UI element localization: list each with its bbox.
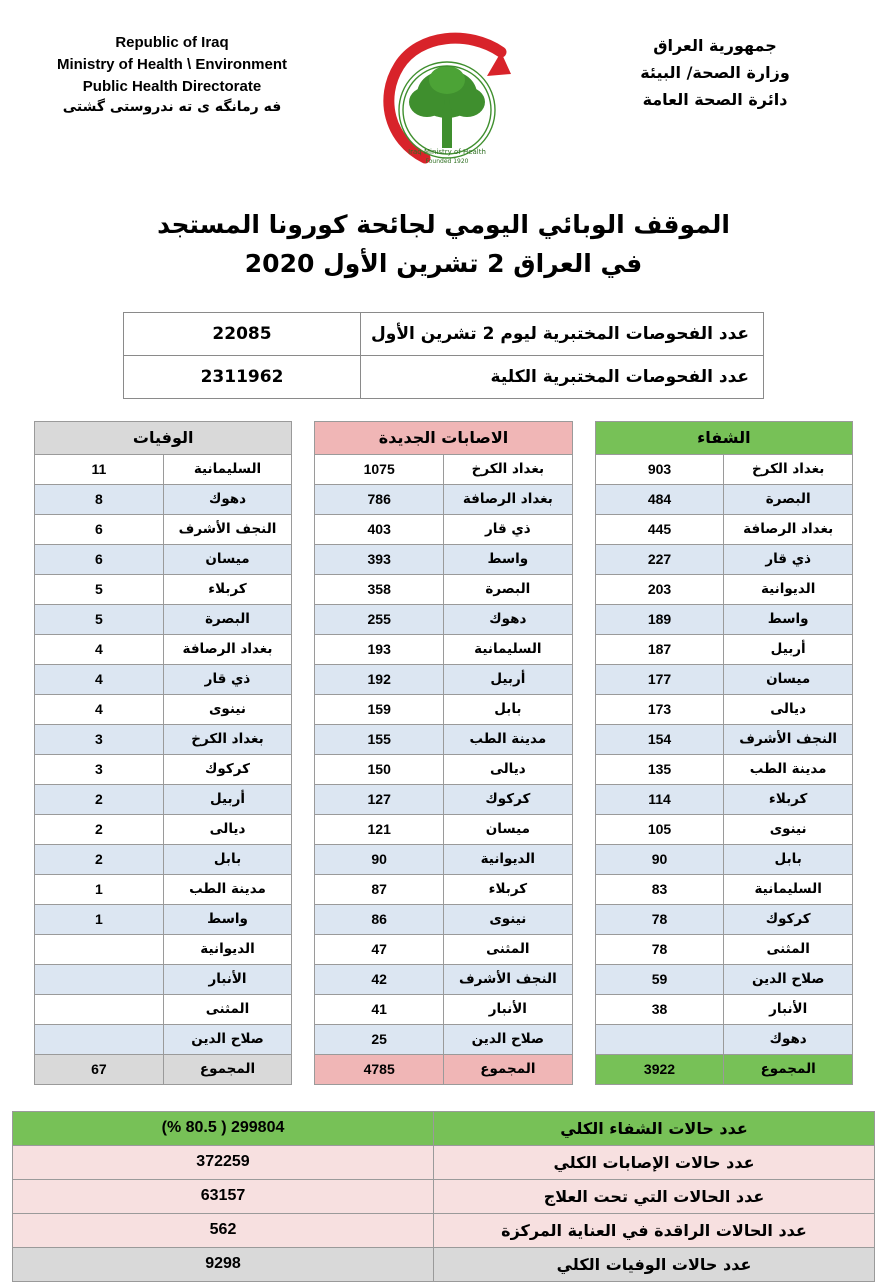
table-row bbox=[315, 544, 572, 574]
table-row bbox=[315, 964, 572, 994]
governorate-name: بابل bbox=[163, 844, 292, 874]
governorate-value: 11 bbox=[35, 454, 164, 484]
governorate-name: النجف الأشرف bbox=[163, 514, 292, 544]
governorate-name: كربلاء bbox=[444, 874, 573, 904]
governorate-name: واسط bbox=[444, 544, 573, 574]
document-header bbox=[0, 0, 887, 172]
governorate-value: 47 bbox=[315, 934, 444, 964]
table-row bbox=[35, 994, 292, 1024]
governorate-name: أربيل bbox=[444, 664, 573, 694]
governorate-value: 159 bbox=[315, 694, 444, 724]
header-arabic-line-2: وزارة الصحة/ البيئة bbox=[640, 63, 790, 83]
header-kurdish-line: فه رمانگه ى ته ندروستى گشتى bbox=[62, 99, 282, 116]
governorate-name: كركوك bbox=[163, 754, 292, 784]
governorate-name: كركوك bbox=[444, 784, 573, 814]
header-arabic-block bbox=[565, 32, 865, 114]
governorate-value: 154 bbox=[595, 724, 724, 754]
governorate-value: 25 bbox=[315, 1024, 444, 1054]
governorate-value: 193 bbox=[315, 634, 444, 664]
governorate-name: نينوى bbox=[444, 904, 573, 934]
table-row bbox=[595, 784, 852, 814]
table-row bbox=[595, 634, 852, 664]
table-row bbox=[595, 484, 852, 514]
total-recoveries-row bbox=[13, 1111, 875, 1145]
table-row bbox=[595, 574, 852, 604]
table-row bbox=[595, 814, 852, 844]
governorate-value bbox=[595, 1024, 724, 1054]
svg-text:Iraq Ministry of Health: Iraq Ministry of Health bbox=[407, 148, 486, 156]
governorate-value: 4 bbox=[35, 634, 164, 664]
governorate-name: السليمانية bbox=[163, 454, 292, 484]
summary-label: عدد الحالات الراقدة في العناية المركزة bbox=[434, 1213, 875, 1247]
page-title bbox=[0, 206, 887, 284]
recoveries-table bbox=[595, 421, 853, 1085]
governorate-name: بغداد الرصافة bbox=[163, 634, 292, 664]
total-value: 67 bbox=[35, 1054, 164, 1084]
governorate-value: 177 bbox=[595, 664, 724, 694]
governorate-value: 227 bbox=[595, 544, 724, 574]
governorate-name: السليمانية bbox=[444, 634, 573, 664]
summary-label: عدد حالات الوفيات الكلي bbox=[434, 1247, 875, 1281]
governorate-value: 358 bbox=[315, 574, 444, 604]
governorate-value: 173 bbox=[595, 694, 724, 724]
table-row bbox=[35, 904, 292, 934]
table-row bbox=[35, 664, 292, 694]
governorate-value: 87 bbox=[315, 874, 444, 904]
governorate-value: 38 bbox=[595, 994, 724, 1024]
governorate-name: الأنبار bbox=[724, 994, 853, 1024]
governorate-name: نينوى bbox=[163, 694, 292, 724]
table-row bbox=[124, 355, 764, 398]
governorate-value: 150 bbox=[315, 754, 444, 784]
national-summary-table bbox=[12, 1111, 875, 1282]
governorate-value: 445 bbox=[595, 514, 724, 544]
governorate-value: 6 bbox=[35, 544, 164, 574]
governorate-name: الديوانية bbox=[724, 574, 853, 604]
table-row bbox=[595, 724, 852, 754]
table-row bbox=[315, 1024, 572, 1054]
governorate-value: 4 bbox=[35, 694, 164, 724]
governorate-value: 403 bbox=[315, 514, 444, 544]
summary-label: عدد حالات الإصابات الكلي bbox=[434, 1145, 875, 1179]
governorate-name: ديالى bbox=[724, 694, 853, 724]
governorate-value: 155 bbox=[315, 724, 444, 754]
governorate-value: 78 bbox=[595, 904, 724, 934]
header-english-line-1: Republic of Iraq bbox=[115, 34, 229, 51]
governorate-value: 393 bbox=[315, 544, 444, 574]
governorate-name: بغداد الرصافة bbox=[724, 514, 853, 544]
recoveries-total-row bbox=[595, 1054, 852, 1084]
governorate-name: الديوانية bbox=[163, 934, 292, 964]
table-row bbox=[35, 454, 292, 484]
table-row bbox=[595, 694, 852, 724]
daily-tests-value: 22085 bbox=[124, 312, 361, 355]
governorate-value: 135 bbox=[595, 754, 724, 784]
governorate-value: 2 bbox=[35, 844, 164, 874]
governorate-name: دهوك bbox=[163, 484, 292, 514]
governorate-name: المثنى bbox=[444, 934, 573, 964]
governorate-breakdown bbox=[0, 421, 887, 1085]
table-row bbox=[35, 724, 292, 754]
governorate-value: 5 bbox=[35, 604, 164, 634]
governorate-name: مدينة الطب bbox=[444, 724, 573, 754]
governorate-name: واسط bbox=[163, 904, 292, 934]
governorate-name: بغداد الكرخ bbox=[724, 454, 853, 484]
governorate-value: 1 bbox=[35, 904, 164, 934]
table-row bbox=[595, 964, 852, 994]
total-deaths-row bbox=[13, 1247, 875, 1281]
governorate-value: 3 bbox=[35, 754, 164, 784]
governorate-value: 2 bbox=[35, 814, 164, 844]
governorate-name: ميسان bbox=[163, 544, 292, 574]
icu-cases-row bbox=[13, 1213, 875, 1247]
table-row bbox=[315, 664, 572, 694]
table-row bbox=[595, 604, 852, 634]
governorate-value: 255 bbox=[315, 604, 444, 634]
page-title-line-1: الموقف الوبائي اليومي لجائحة كورونا المستجد bbox=[157, 210, 730, 239]
governorate-value: 4 bbox=[35, 664, 164, 694]
table-row bbox=[315, 844, 572, 874]
governorate-name: ذي قار bbox=[163, 664, 292, 694]
governorate-value: 1 bbox=[35, 874, 164, 904]
table-row bbox=[315, 694, 572, 724]
table-row bbox=[35, 754, 292, 784]
svg-text:Founded 1920: Founded 1920 bbox=[425, 158, 468, 165]
governorate-name: السليمانية bbox=[724, 874, 853, 904]
table-row bbox=[315, 754, 572, 784]
total-label: المجموع bbox=[444, 1054, 573, 1084]
total-tests-label: عدد الفحوصات المختبرية الكلية bbox=[361, 355, 764, 398]
summary-label: عدد الحالات التي تحت العلاج bbox=[434, 1179, 875, 1213]
governorate-name: الأنبار bbox=[163, 964, 292, 994]
page-title-line-2: في العراق 2 تشرين الأول 2020 bbox=[244, 248, 643, 278]
header-arabic-line-3: دائرة الصحة العامة bbox=[642, 90, 788, 110]
table-row bbox=[595, 844, 852, 874]
governorate-name: ديالى bbox=[163, 814, 292, 844]
governorate-value: 90 bbox=[315, 844, 444, 874]
table-row bbox=[315, 994, 572, 1024]
total-cases-row bbox=[13, 1145, 875, 1179]
governorate-value bbox=[35, 994, 164, 1024]
table-row bbox=[35, 844, 292, 874]
table-row bbox=[315, 604, 572, 634]
summary-value: 9298 bbox=[13, 1247, 434, 1281]
governorate-value bbox=[35, 1024, 164, 1054]
table-row bbox=[595, 1024, 852, 1054]
governorate-value: 187 bbox=[595, 634, 724, 664]
governorate-name: بابل bbox=[444, 694, 573, 724]
table-row bbox=[595, 994, 852, 1024]
governorate-name: صلاح الدين bbox=[444, 1024, 573, 1054]
governorate-name: مدينة الطب bbox=[724, 754, 853, 784]
governorate-name: كربلاء bbox=[163, 574, 292, 604]
governorate-value: 903 bbox=[595, 454, 724, 484]
table-row bbox=[315, 454, 572, 484]
lab-tests-table bbox=[123, 312, 764, 399]
governorate-name: صلاح الدين bbox=[163, 1024, 292, 1054]
summary-label: عدد حالات الشفاء الكلي bbox=[434, 1111, 875, 1145]
governorate-name: البصرة bbox=[444, 574, 573, 604]
header-english-line-2: Ministry of Health \ Environment bbox=[56, 55, 288, 73]
governorate-name: ميسان bbox=[724, 664, 853, 694]
summary-value: 372259 bbox=[13, 1145, 434, 1179]
governorate-value: 1075 bbox=[315, 454, 444, 484]
governorate-name: البصرة bbox=[724, 484, 853, 514]
new-cases-table bbox=[314, 421, 572, 1085]
summary-value: 63157 bbox=[13, 1179, 434, 1213]
deaths-header: الوفيات bbox=[35, 421, 292, 454]
table-row bbox=[595, 934, 852, 964]
governorate-name: نينوى bbox=[724, 814, 853, 844]
governorate-name: بغداد الكرخ bbox=[163, 724, 292, 754]
new-cases-header: الاصابات الجديدة bbox=[315, 421, 572, 454]
table-row bbox=[35, 544, 292, 574]
table-row bbox=[595, 544, 852, 574]
governorate-name: كربلاء bbox=[724, 784, 853, 814]
table-row bbox=[35, 964, 292, 994]
iraq-ministry-of-health-logo bbox=[349, 32, 539, 172]
governorate-name: بغداد الكرخ bbox=[444, 454, 573, 484]
table-row bbox=[124, 312, 764, 355]
recoveries-header: الشفاء bbox=[595, 421, 852, 454]
governorate-value: 2 bbox=[35, 784, 164, 814]
table-row bbox=[595, 454, 852, 484]
governorate-value: 83 bbox=[595, 874, 724, 904]
governorate-value: 203 bbox=[595, 574, 724, 604]
governorate-value: 42 bbox=[315, 964, 444, 994]
governorate-name: الديوانية bbox=[444, 844, 573, 874]
table-row bbox=[595, 754, 852, 784]
governorate-value: 41 bbox=[315, 994, 444, 1024]
governorate-name: المثنى bbox=[724, 934, 853, 964]
governorate-value: 189 bbox=[595, 604, 724, 634]
header-english-line-3: Public Health Directorate bbox=[82, 77, 262, 95]
governorate-value: 6 bbox=[35, 514, 164, 544]
governorate-value: 127 bbox=[315, 784, 444, 814]
total-tests-value: 2311962 bbox=[124, 355, 361, 398]
table-row bbox=[35, 874, 292, 904]
table-row bbox=[35, 784, 292, 814]
total-value: 3922 bbox=[595, 1054, 724, 1084]
total-label: المجموع bbox=[724, 1054, 853, 1084]
governorate-name: النجف الأشرف bbox=[724, 724, 853, 754]
table-row bbox=[35, 634, 292, 664]
table-row bbox=[315, 574, 572, 604]
governorate-value: 786 bbox=[315, 484, 444, 514]
table-row bbox=[595, 874, 852, 904]
governorate-value: 192 bbox=[315, 664, 444, 694]
governorate-name: ذي قار bbox=[444, 514, 573, 544]
governorate-value: 59 bbox=[595, 964, 724, 994]
deaths-total-row bbox=[35, 1054, 292, 1084]
table-row bbox=[315, 784, 572, 814]
summary-value: 299804 ( 80.5 %) bbox=[13, 1111, 434, 1145]
governorate-name: بابل bbox=[724, 844, 853, 874]
governorate-value: 3 bbox=[35, 724, 164, 754]
table-row bbox=[315, 724, 572, 754]
table-row bbox=[35, 514, 292, 544]
governorate-value: 121 bbox=[315, 814, 444, 844]
governorate-name: صلاح الدين bbox=[724, 964, 853, 994]
governorate-name: دهوك bbox=[444, 604, 573, 634]
governorate-name: ذي قار bbox=[724, 544, 853, 574]
table-row bbox=[315, 874, 572, 904]
table-row bbox=[595, 514, 852, 544]
governorate-value bbox=[35, 964, 164, 994]
governorate-name: مدينة الطب bbox=[163, 874, 292, 904]
governorate-value: 5 bbox=[35, 574, 164, 604]
active-cases-row bbox=[13, 1179, 875, 1213]
table-row bbox=[315, 904, 572, 934]
governorate-name: البصرة bbox=[163, 604, 292, 634]
governorate-value: 484 bbox=[595, 484, 724, 514]
table-row bbox=[315, 814, 572, 844]
header-english-block bbox=[22, 32, 322, 118]
total-value: 4785 bbox=[315, 1054, 444, 1084]
table-row bbox=[35, 574, 292, 604]
table-row bbox=[315, 484, 572, 514]
total-label: المجموع bbox=[163, 1054, 292, 1084]
new-cases-total-row bbox=[315, 1054, 572, 1084]
governorate-value: 114 bbox=[595, 784, 724, 814]
table-row bbox=[315, 934, 572, 964]
governorate-value: 86 bbox=[315, 904, 444, 934]
table-row bbox=[35, 604, 292, 634]
governorate-name: أربيل bbox=[163, 784, 292, 814]
summary-value: 562 bbox=[13, 1213, 434, 1247]
table-row bbox=[595, 664, 852, 694]
governorate-name: ديالى bbox=[444, 754, 573, 784]
table-row bbox=[315, 634, 572, 664]
governorate-name: دهوك bbox=[724, 1024, 853, 1054]
table-row bbox=[35, 1024, 292, 1054]
table-row bbox=[35, 934, 292, 964]
table-row bbox=[595, 904, 852, 934]
governorate-name: كركوك bbox=[724, 904, 853, 934]
governorate-value: 78 bbox=[595, 934, 724, 964]
governorate-value: 8 bbox=[35, 484, 164, 514]
governorate-name: أربيل bbox=[724, 634, 853, 664]
governorate-value bbox=[35, 934, 164, 964]
governorate-name: بغداد الرصافة bbox=[444, 484, 573, 514]
table-row bbox=[35, 694, 292, 724]
daily-tests-label: عدد الفحوصات المختبرية ليوم 2 تشرين الأول bbox=[361, 312, 764, 355]
governorate-name: ميسان bbox=[444, 814, 573, 844]
header-arabic-line-1: جمهورية العراق bbox=[653, 36, 777, 55]
governorate-name: المثنى bbox=[163, 994, 292, 1024]
governorate-name: واسط bbox=[724, 604, 853, 634]
table-row bbox=[35, 814, 292, 844]
governorate-name: النجف الأشرف bbox=[444, 964, 573, 994]
table-row bbox=[35, 484, 292, 514]
governorate-value: 90 bbox=[595, 844, 724, 874]
table-row bbox=[315, 514, 572, 544]
governorate-value: 105 bbox=[595, 814, 724, 844]
governorate-name: الأنبار bbox=[444, 994, 573, 1024]
deaths-table bbox=[34, 421, 292, 1085]
